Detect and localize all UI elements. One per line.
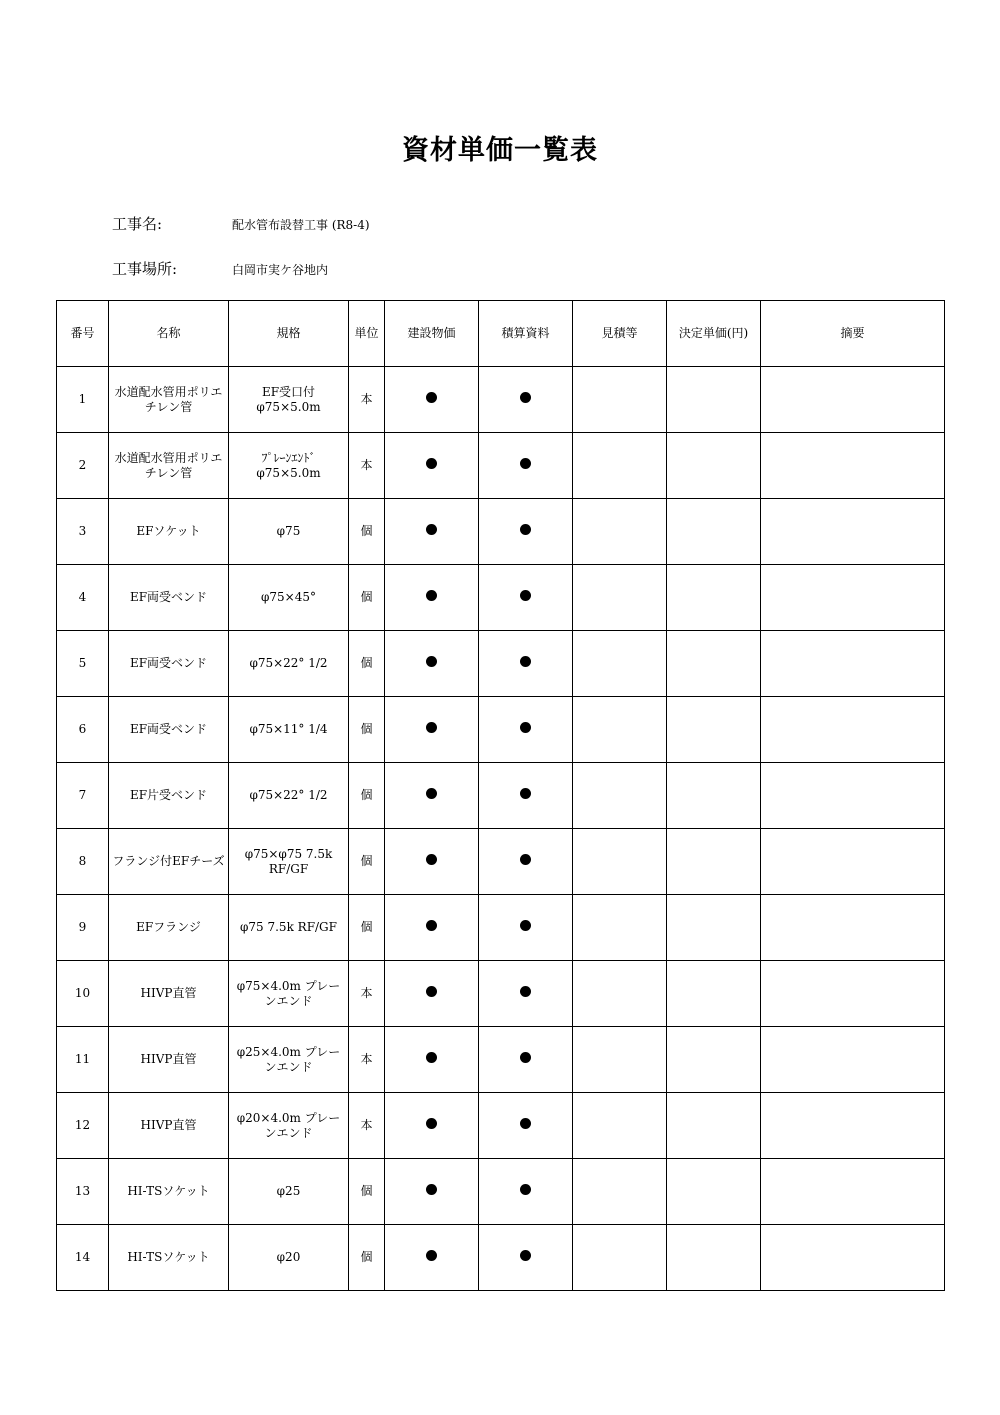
row-sekisan-shiryo xyxy=(479,763,573,829)
row-kensetsu-bukka xyxy=(385,1225,479,1291)
row-remarks xyxy=(761,367,945,433)
check-dot-icon xyxy=(426,854,437,865)
check-dot-icon xyxy=(426,392,437,403)
row-sekisan-shiryo xyxy=(479,1093,573,1159)
row-remarks xyxy=(761,697,945,763)
table-row xyxy=(57,367,945,433)
row-decided-price xyxy=(667,499,761,565)
row-spec: φ25 xyxy=(229,1159,349,1225)
row-decided-price xyxy=(667,895,761,961)
row-remarks xyxy=(761,1093,945,1159)
row-name: EF片受ベンド xyxy=(109,763,229,829)
row-sekisan-shiryo xyxy=(479,565,573,631)
row-kensetsu-bukka xyxy=(385,631,479,697)
check-dot-icon xyxy=(426,1250,437,1261)
row-number: 4 xyxy=(57,565,109,631)
row-name: フランジ付EFチーズ xyxy=(109,829,229,895)
project-name-label: 工事名: xyxy=(112,215,163,233)
row-kensetsu-bukka xyxy=(385,433,479,499)
table-row xyxy=(57,1027,945,1093)
row-spec: φ20 xyxy=(229,1225,349,1291)
row-kensetsu-bukka xyxy=(385,1093,479,1159)
row-spec: φ20×4.0m プレーンエンド xyxy=(229,1093,349,1159)
row-name: EF両受ベンド xyxy=(109,631,229,697)
header-remarks: 摘要 xyxy=(761,301,945,367)
project-location-label: 工事場所: xyxy=(112,260,178,278)
row-mitsumori xyxy=(573,367,667,433)
table-row xyxy=(57,631,945,697)
row-sekisan-shiryo xyxy=(479,1159,573,1225)
row-unit: 個 xyxy=(349,499,385,565)
row-kensetsu-bukka xyxy=(385,763,479,829)
row-sekisan-shiryo xyxy=(479,499,573,565)
row-unit: 個 xyxy=(349,763,385,829)
table-row xyxy=(57,697,945,763)
check-dot-icon xyxy=(426,722,437,733)
row-name: EF両受ベンド xyxy=(109,565,229,631)
check-dot-icon xyxy=(520,854,531,865)
row-kensetsu-bukka xyxy=(385,1159,479,1225)
row-sekisan-shiryo xyxy=(479,367,573,433)
check-dot-icon xyxy=(520,458,531,469)
table-row xyxy=(57,1093,945,1159)
row-number: 3 xyxy=(57,499,109,565)
row-spec: ﾌﾟﾚｰﾝｴﾝﾄﾞ φ75×5.0m xyxy=(229,433,349,499)
row-name: EFフランジ xyxy=(109,895,229,961)
row-unit: 個 xyxy=(349,565,385,631)
row-remarks xyxy=(761,1159,945,1225)
row-name: HIVP直管 xyxy=(109,1027,229,1093)
row-remarks xyxy=(761,433,945,499)
row-number: 5 xyxy=(57,631,109,697)
row-decided-price xyxy=(667,829,761,895)
check-dot-icon xyxy=(426,590,437,601)
table-row xyxy=(57,895,945,961)
check-dot-icon xyxy=(520,920,531,931)
row-decided-price xyxy=(667,1159,761,1225)
row-number: 1 xyxy=(57,367,109,433)
row-mitsumori xyxy=(573,1225,667,1291)
check-dot-icon xyxy=(520,392,531,403)
row-kensetsu-bukka xyxy=(385,565,479,631)
material-price-table xyxy=(56,300,945,1291)
row-sekisan-shiryo xyxy=(479,433,573,499)
row-number: 12 xyxy=(57,1093,109,1159)
row-unit: 本 xyxy=(349,1093,385,1159)
header-number: 番号 xyxy=(57,301,109,367)
table-row xyxy=(57,763,945,829)
row-kensetsu-bukka xyxy=(385,367,479,433)
row-mitsumori xyxy=(573,895,667,961)
check-dot-icon xyxy=(426,920,437,931)
row-kensetsu-bukka xyxy=(385,829,479,895)
header-mitsumori: 見積等 xyxy=(573,301,667,367)
row-unit: 個 xyxy=(349,1225,385,1291)
row-kensetsu-bukka xyxy=(385,697,479,763)
row-mitsumori xyxy=(573,697,667,763)
check-dot-icon xyxy=(520,524,531,535)
row-decided-price xyxy=(667,1093,761,1159)
check-dot-icon xyxy=(426,788,437,799)
header-sekisan-shiryo: 積算資料 xyxy=(479,301,573,367)
row-number: 13 xyxy=(57,1159,109,1225)
row-sekisan-shiryo xyxy=(479,631,573,697)
check-dot-icon xyxy=(520,656,531,667)
row-unit: 本 xyxy=(349,1027,385,1093)
row-decided-price xyxy=(667,697,761,763)
row-decided-price xyxy=(667,631,761,697)
row-kensetsu-bukka xyxy=(385,895,479,961)
check-dot-icon xyxy=(520,1250,531,1261)
table-header-row xyxy=(57,301,945,367)
row-unit: 本 xyxy=(349,961,385,1027)
header-decided-price: 決定単価(円) xyxy=(667,301,761,367)
row-name: HIVP直管 xyxy=(109,1093,229,1159)
table-row xyxy=(57,1225,945,1291)
row-remarks xyxy=(761,631,945,697)
row-kensetsu-bukka xyxy=(385,499,479,565)
row-remarks xyxy=(761,961,945,1027)
row-remarks xyxy=(761,565,945,631)
row-remarks xyxy=(761,895,945,961)
row-decided-price xyxy=(667,565,761,631)
row-number: 2 xyxy=(57,433,109,499)
row-number: 8 xyxy=(57,829,109,895)
header-name: 名称 xyxy=(109,301,229,367)
check-dot-icon xyxy=(520,1052,531,1063)
row-sekisan-shiryo xyxy=(479,1225,573,1291)
row-unit: 本 xyxy=(349,367,385,433)
row-spec: EF受口付 φ75×5.0m xyxy=(229,367,349,433)
table-row xyxy=(57,961,945,1027)
row-spec: φ75×22° 1/2 xyxy=(229,631,349,697)
row-kensetsu-bukka xyxy=(385,1027,479,1093)
row-spec: φ75×φ75 7.5k RF/GF xyxy=(229,829,349,895)
row-decided-price xyxy=(667,1225,761,1291)
row-number: 9 xyxy=(57,895,109,961)
row-number: 7 xyxy=(57,763,109,829)
row-spec: φ75×4.0m プレーンエンド xyxy=(229,961,349,1027)
row-remarks xyxy=(761,763,945,829)
check-dot-icon xyxy=(520,722,531,733)
row-spec: φ75×22° 1/2 xyxy=(229,763,349,829)
row-name: HI-TSソケット xyxy=(109,1225,229,1291)
project-location-value: 白岡市実ケ谷地内 xyxy=(232,263,329,277)
table-row xyxy=(57,499,945,565)
row-unit: 個 xyxy=(349,829,385,895)
check-dot-icon xyxy=(426,656,437,667)
row-name: EF両受ベンド xyxy=(109,697,229,763)
check-dot-icon xyxy=(426,458,437,469)
check-dot-icon xyxy=(426,524,437,535)
row-decided-price xyxy=(667,1027,761,1093)
check-dot-icon xyxy=(520,590,531,601)
header-unit: 単位 xyxy=(349,301,385,367)
row-mitsumori xyxy=(573,1027,667,1093)
row-sekisan-shiryo xyxy=(479,895,573,961)
row-number: 6 xyxy=(57,697,109,763)
row-unit: 個 xyxy=(349,697,385,763)
row-mitsumori xyxy=(573,631,667,697)
row-kensetsu-bukka xyxy=(385,961,479,1027)
row-name: HIVP直管 xyxy=(109,961,229,1027)
row-unit: 個 xyxy=(349,895,385,961)
table-row xyxy=(57,433,945,499)
row-mitsumori xyxy=(573,961,667,1027)
row-sekisan-shiryo xyxy=(479,697,573,763)
row-sekisan-shiryo xyxy=(479,1027,573,1093)
row-unit: 本 xyxy=(349,433,385,499)
check-dot-icon xyxy=(426,1184,437,1195)
row-spec: φ75×45° xyxy=(229,565,349,631)
row-name: HI-TSソケット xyxy=(109,1159,229,1225)
row-mitsumori xyxy=(573,829,667,895)
check-dot-icon xyxy=(426,986,437,997)
check-dot-icon xyxy=(520,1184,531,1195)
row-remarks xyxy=(761,1027,945,1093)
table-row xyxy=(57,565,945,631)
row-remarks xyxy=(761,499,945,565)
header-spec: 規格 xyxy=(229,301,349,367)
row-spec: φ75 7.5k RF/GF xyxy=(229,895,349,961)
check-dot-icon xyxy=(520,788,531,799)
project-name-value: 配水管布設替工事 (R8-4) xyxy=(232,218,370,232)
row-decided-price xyxy=(667,763,761,829)
document-title: 資材単価一覧表 xyxy=(402,135,598,166)
row-mitsumori xyxy=(573,433,667,499)
row-mitsumori xyxy=(573,499,667,565)
row-number: 11 xyxy=(57,1027,109,1093)
row-mitsumori xyxy=(573,763,667,829)
row-unit: 個 xyxy=(349,1159,385,1225)
row-name: EFソケット xyxy=(109,499,229,565)
row-decided-price xyxy=(667,961,761,1027)
check-dot-icon xyxy=(520,986,531,997)
row-number: 14 xyxy=(57,1225,109,1291)
row-name: 水道配水管用ポリエチレン管 xyxy=(109,367,229,433)
table-row xyxy=(57,829,945,895)
row-mitsumori xyxy=(573,565,667,631)
check-dot-icon xyxy=(426,1052,437,1063)
row-number: 10 xyxy=(57,961,109,1027)
row-sekisan-shiryo xyxy=(479,961,573,1027)
table-row xyxy=(57,1159,945,1225)
row-decided-price xyxy=(667,433,761,499)
header-kensetsu-bukka: 建設物価 xyxy=(385,301,479,367)
check-dot-icon xyxy=(520,1118,531,1129)
row-decided-price xyxy=(667,367,761,433)
row-spec: φ75 xyxy=(229,499,349,565)
row-mitsumori xyxy=(573,1159,667,1225)
row-remarks xyxy=(761,1225,945,1291)
row-mitsumori xyxy=(573,1093,667,1159)
row-remarks xyxy=(761,829,945,895)
check-dot-icon xyxy=(426,1118,437,1129)
row-name: 水道配水管用ポリエチレン管 xyxy=(109,433,229,499)
row-spec: φ25×4.0m プレーンエンド xyxy=(229,1027,349,1093)
row-sekisan-shiryo xyxy=(479,829,573,895)
row-spec: φ75×11° 1/4 xyxy=(229,697,349,763)
row-unit: 個 xyxy=(349,631,385,697)
